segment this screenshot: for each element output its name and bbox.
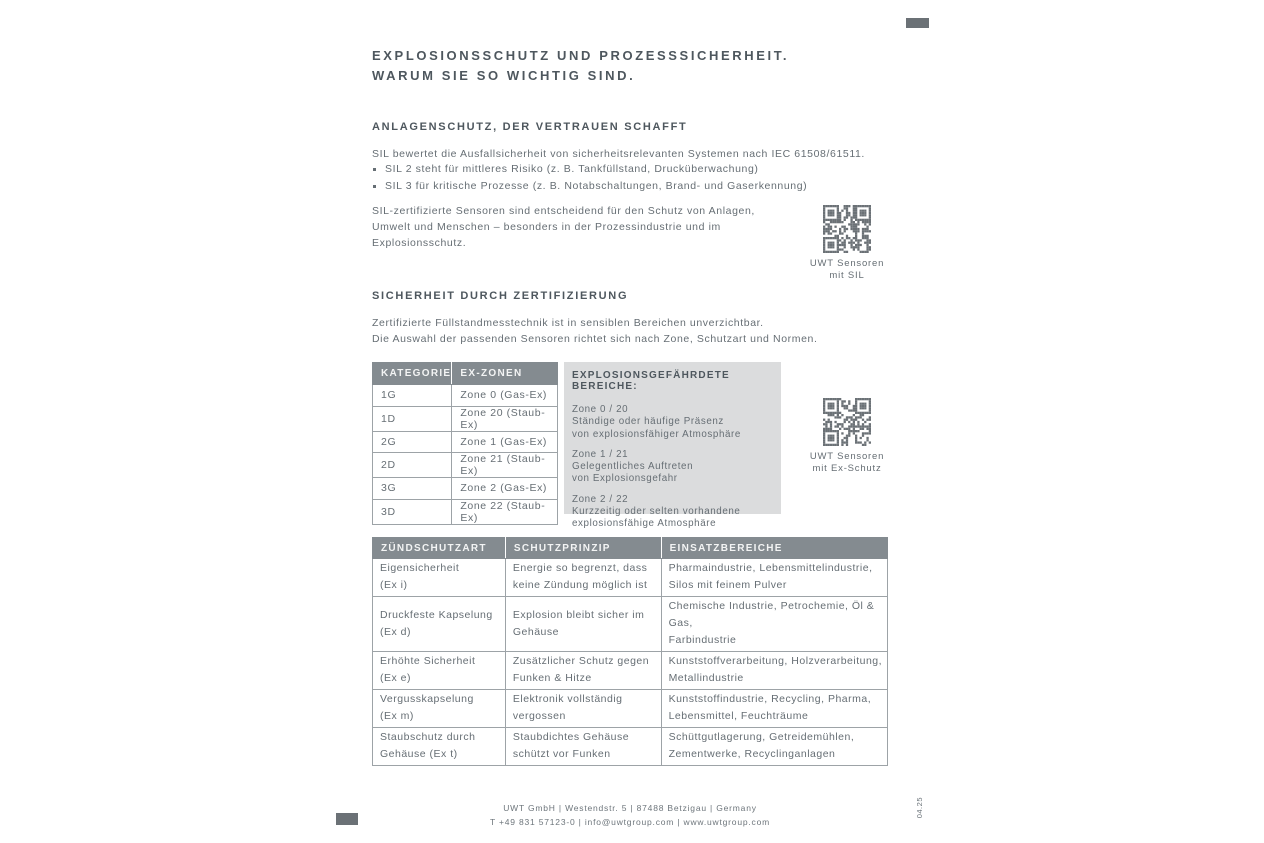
footer-contact: T +49 831 57123-0 | info@uwtgroup.com | www.uwtgroup.com [490,817,770,827]
table-cell: 3G [373,478,452,500]
table-row [373,453,558,478]
qr-caption-sil: UWT Sensoren mit SIL [809,258,885,281]
qr-code-ex-icon [823,398,871,446]
section-heading-sil: ANLAGENSCHUTZ, DER VERTRAUEN SCHAFFT [372,121,688,133]
protection-table-header-row [373,538,888,559]
table-cell: 2G [373,431,452,453]
prot-header-schutzprinzip: SCHUTZPRINZIP [505,538,661,559]
table-cell: Zone 0 (Gas-Ex) [452,385,558,407]
table-row [373,499,558,524]
prot-header-zuendschutzart: ZÜNDSCHUTZART [373,538,506,559]
table-cell: Druckfeste Kapselung (Ex d) [373,597,506,652]
table-cell: Kunststoffverarbeitung, Holzverarbeitung, Metallindustrie [661,652,887,690]
bullet-item: SIL 3 für kritische Prozesse (z. B. Notabschaltungen, Brand- und Gaserkennung) [372,178,807,195]
page-crop-mark-top-right [906,18,929,28]
table-row [373,559,888,597]
qr-code-sil-icon [823,205,871,253]
page-title [372,46,789,86]
table-cell: Schüttgutlagerung, Getreidemühlen, Zementwerke, Recyclinganlagen [661,728,887,766]
sil-intro: SIL bewertet die Ausfallsicherheit von sicherheitsrelevanten Systemen nach IEC 61508/61511. [372,148,865,160]
cert-paragraph: Zertifizierte Füllstandmesstechnik ist in sensiblen Bereichen unverzichtbar. Die Auswahl der passenden Sensoren richtet sich nach Zone, Schutzart und Normen. [372,317,818,345]
table-row [373,652,888,690]
table-cell: Explosion bleibt sicher im Gehäuse [505,597,661,652]
page-title-line1: EXPLOSIONSSCHUTZ UND PROZESSSICHERHEIT. [372,48,790,63]
table-cell: Pharmaindustrie, Lebensmittelindustrie, Silos mit feinem Pulver [661,559,887,597]
table-cell: Zone 20 (Staub-Ex) [452,406,558,431]
table-cell: 3D [373,499,452,524]
table-cell: Energie so begrenzt, dass keine Zündung möglich ist [505,559,661,597]
page-crop-mark-bottom-left [336,813,358,825]
table-cell: Staubdichtes Gehäuse schützt vor Funken [505,728,661,766]
table-cell: Chemische Industrie, Petrochemie, Öl & Gas, Farbindustrie [661,597,887,652]
table-cell: Kunststoffindustrie, Recycling, Pharma, Lebensmittel, Feuchträume [661,690,887,728]
bullet-item: SIL 2 steht für mittleres Risiko (z. B. Tankfüllstand, Drucküberwachung) [372,161,807,178]
table-cell: Elektronik vollständig vergossen [505,690,661,728]
table-row [373,406,558,431]
zones-table-header-row [373,363,558,385]
section-heading-cert: SICHERHEIT DURCH ZERTIFIZIERUNG [372,290,629,302]
zones-panel-block: Zone 1 / 21 Gelegentliches Auftreten von Explosionsgefahr [572,448,694,485]
table-row [373,431,558,453]
table-cell: 2D [373,453,452,478]
table-cell: Zone 1 (Gas-Ex) [452,431,558,453]
table-cell: Vergusskapselung (Ex m) [373,690,506,728]
table-row [373,690,888,728]
qr-block-ex [799,398,895,474]
version-label: 04.25 [915,797,924,819]
zones-table [372,362,558,525]
footer-address: UWT GmbH | Westendstr. 5 | 87488 Betzigau | Germany [503,803,757,813]
protection-table [372,537,888,766]
footer [372,801,888,829]
table-cell: Staubschutz durch Gehäuse (Ex t) [373,728,506,766]
table-row [373,597,888,652]
sil-bullet-list [372,161,807,194]
sil-paragraph: SIL-zertifizierte Sensoren sind entscheidend für den Schutz von Anlagen, Umwelt und Menschen – besonders in der Prozessindustrie und im Explosionsschutz. [372,205,755,249]
zones-header-exzonen: EX-ZONEN [452,363,558,385]
table-row [373,385,558,407]
qr-block-sil [799,205,895,281]
table-cell: Zone 21 (Staub-Ex) [452,453,558,478]
table-cell: Zone 22 (Staub-Ex) [452,499,558,524]
table-cell: Eigensicherheit (Ex i) [373,559,506,597]
page-title-line2: WARUM SIE SO WICHTIG SIND. [372,68,636,83]
table-cell: 1G [373,385,452,407]
zones-header-kategorie: KATEGORIE [373,363,452,385]
prot-header-einsatzbereiche: EINSATZBEREICHE [661,538,887,559]
zones-panel-heading: EXPLOSIONSGEFÄHRDETE BEREICHE: [572,370,730,392]
zones-panel-block: Zone 0 / 20 Ständige oder häufige Präsenz von explosionsfähiger Atmosphäre [572,404,741,440]
table-cell: Erhöhte Sicherheit (Ex e) [373,652,506,690]
table-cell: Zone 2 (Gas-Ex) [452,478,558,500]
table-row [373,478,558,500]
zones-panel-block: Zone 2 / 22 Kurzzeitig oder selten vorhandene explosionsfähige Atmosphäre [572,493,741,530]
table-cell: 1D [373,406,452,431]
table-row [373,728,888,766]
zones-info-panel [564,362,781,530]
qr-caption-ex: UWT Sensoren mit Ex-Schutz [809,451,885,474]
table-cell: Zusätzlicher Schutz gegen Funken & Hitze [505,652,661,690]
